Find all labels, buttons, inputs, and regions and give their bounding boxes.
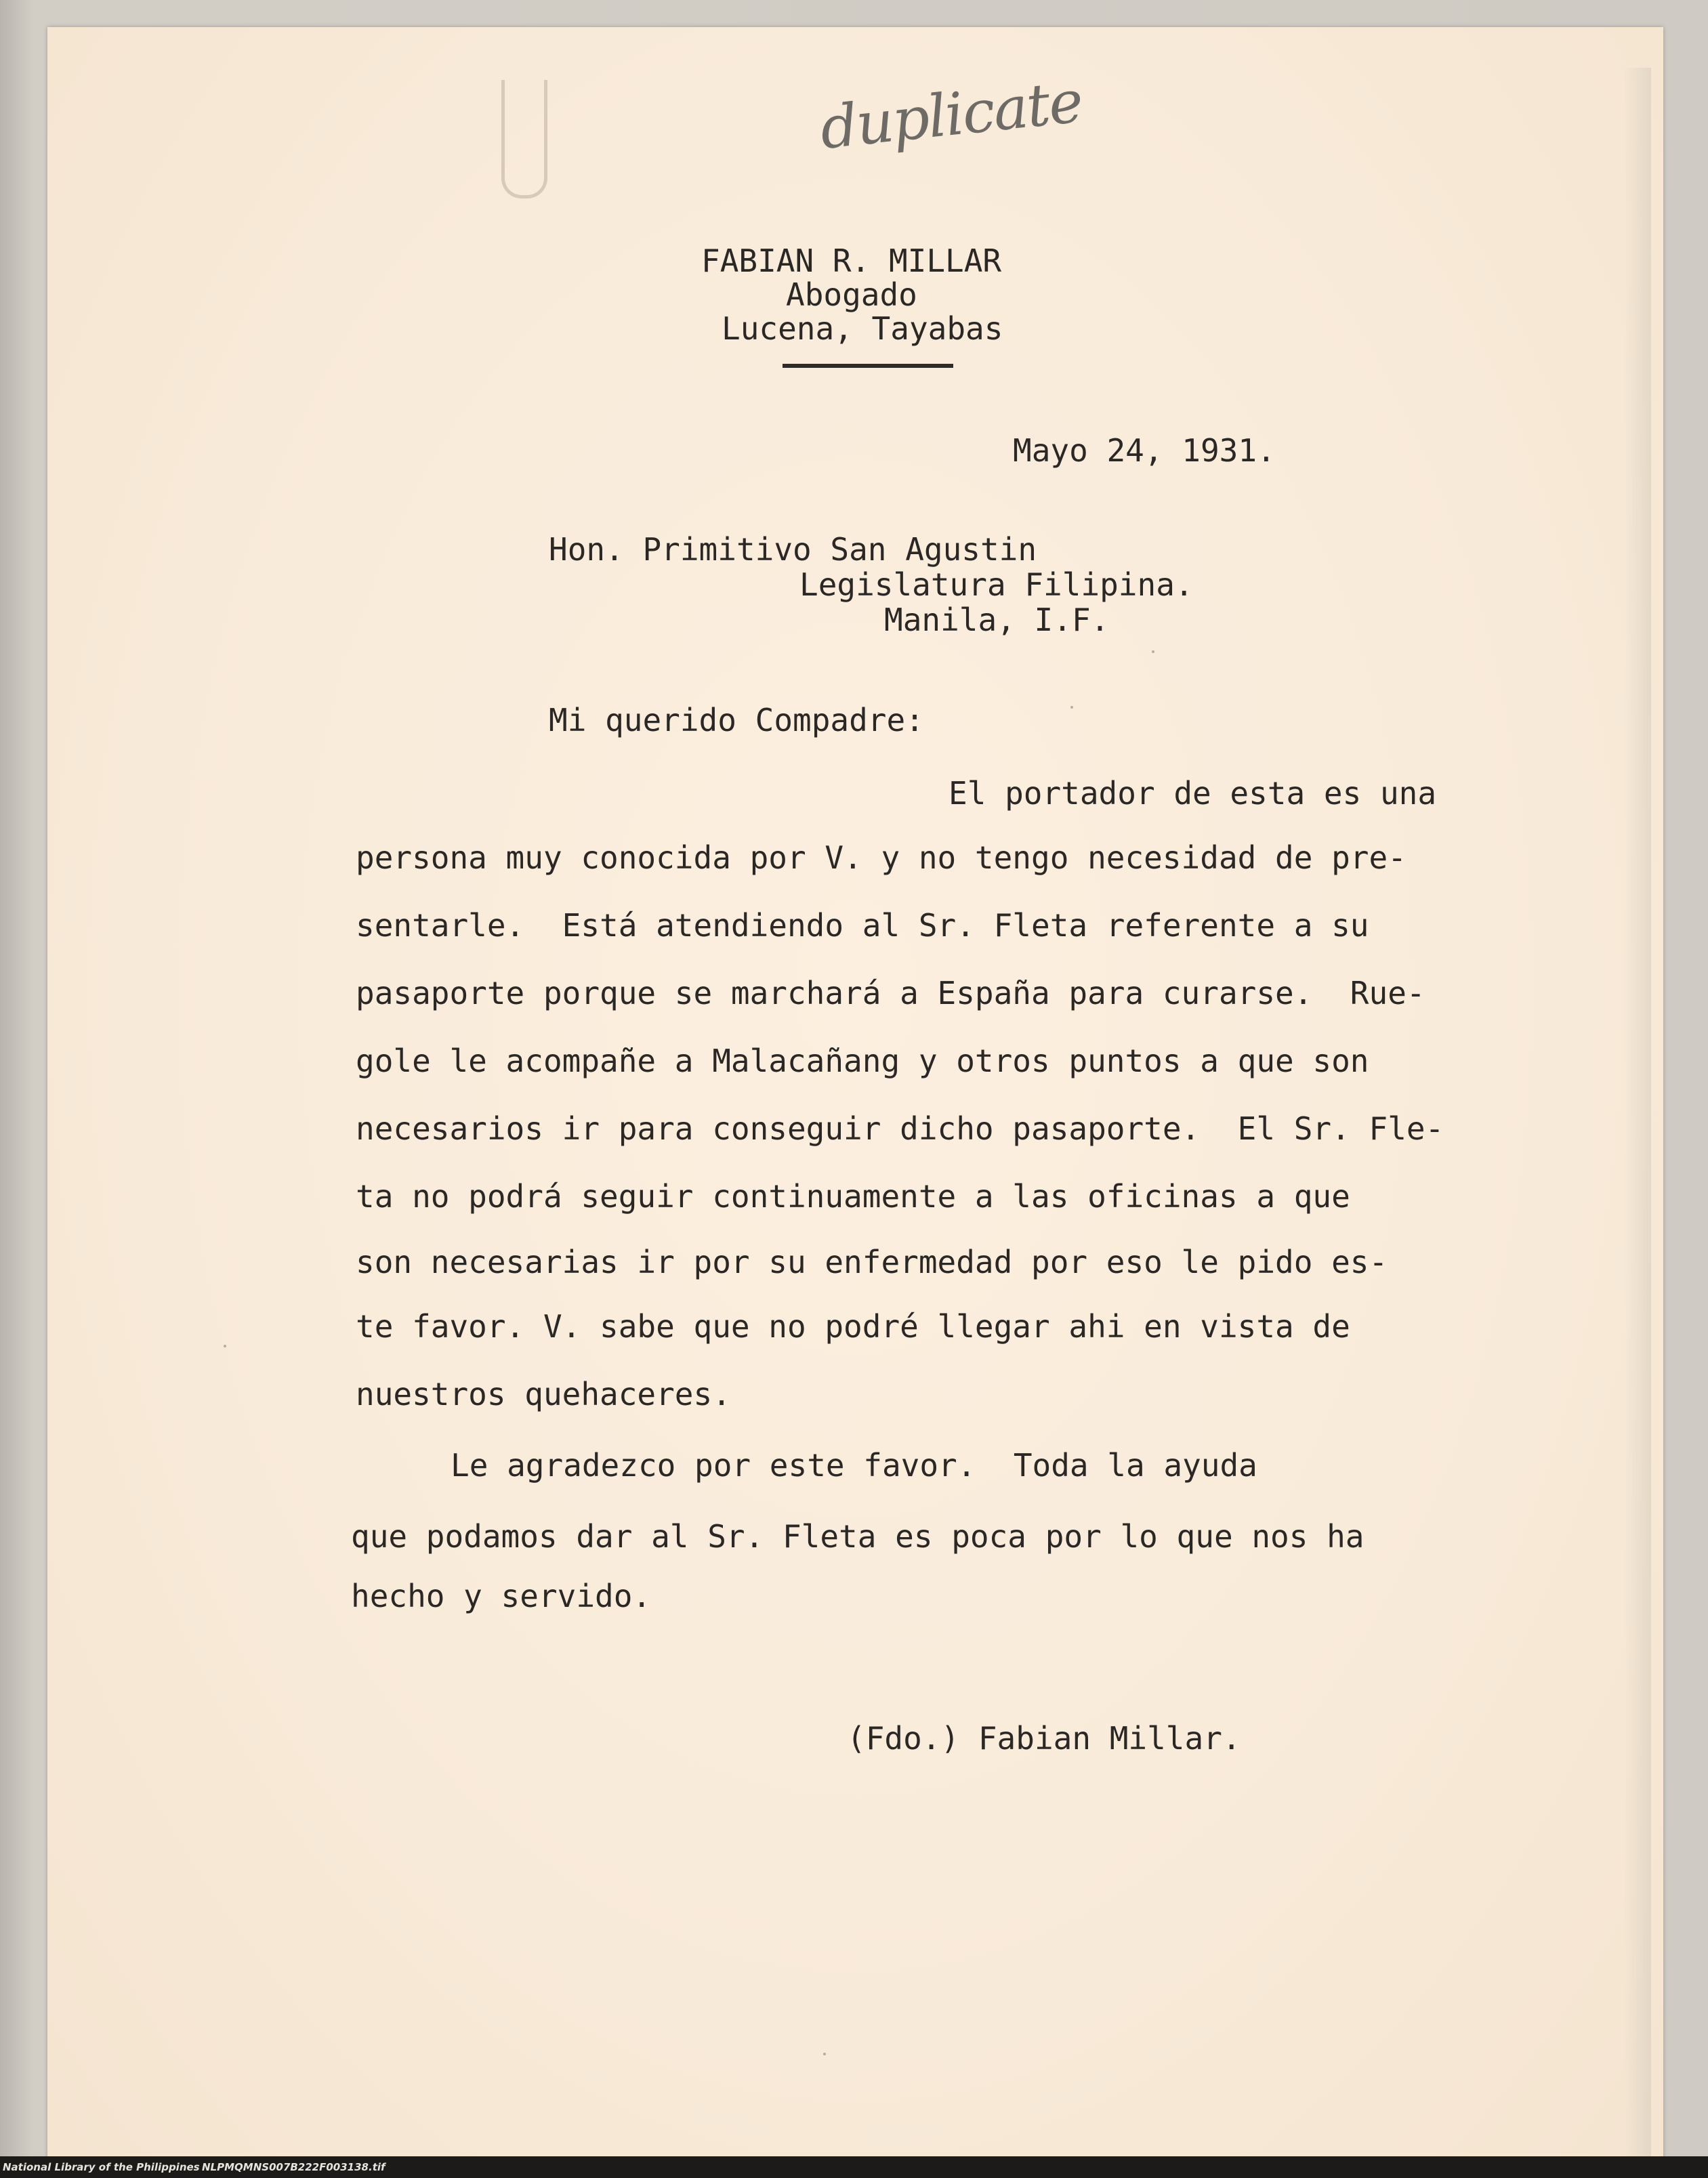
body-line: te favor. V. sabe que no podré llegar ahi en vista de	[356, 1308, 1350, 1345]
letterhead-profession: Abogado	[786, 276, 917, 313]
letter-date: Mayo 24, 1931.	[1013, 432, 1276, 469]
footer-institution: National Library of the Philippines	[3, 2161, 200, 2173]
paper-speck	[1152, 650, 1154, 653]
body-line: pasaporte porque se marchará a España para curarse. Rue-	[356, 975, 1425, 1011]
recipient-institution: Legislatura Filipina.	[799, 566, 1194, 603]
body-line: gole le acompañe a Malacañang y otros puntos a que son	[356, 1043, 1369, 1079]
body-line: El portador de esta es una	[949, 775, 1437, 812]
body-line: nuestros quehaceres.	[356, 1376, 731, 1412]
handwritten-annotation: duplicate	[816, 68, 1085, 163]
body-line: sentarle. Está atendiendo al Sr. Fleta referente a su	[356, 907, 1369, 944]
letter-page	[47, 27, 1663, 2161]
body-line: persona muy conocida por V. y no tengo necesidad de pre-	[356, 839, 1407, 876]
body-line: hecho y servido.	[351, 1578, 652, 1614]
letterhead-location: Lucena, Tayabas	[722, 310, 1003, 347]
letterhead-name: FABIAN R. MILLAR	[701, 243, 1002, 279]
paper-speck	[224, 1345, 226, 1347]
body-line: Le agradezco por este favor. Toda la ayuda	[451, 1447, 1257, 1484]
body-line: son necesarias ir por su enfermedad por eso le pido es-	[356, 1244, 1388, 1280]
body-line: que podamos dar al Sr. Fleta es poca por lo que nos ha	[351, 1518, 1365, 1555]
archive-footer	[0, 2156, 1708, 2178]
footer-filename: NLPMQMNS007B222F003138.tif	[202, 2161, 386, 2173]
recipient-name: Hon. Primitivo San Agustin	[549, 531, 1037, 568]
paper-speck	[823, 2053, 826, 2055]
salutation: Mi querido Compadre:	[549, 702, 924, 738]
body-line: ta no podrá seguir continuamente a las oficinas a que	[356, 1178, 1350, 1215]
paperclip-mark	[501, 80, 547, 198]
recipient-city: Manila, I.F.	[884, 602, 1110, 638]
letterhead-rule	[783, 364, 953, 368]
body-line: necesarios ir para conseguir dicho pasaporte. El Sr. Fle-	[356, 1110, 1444, 1147]
signature-line: (Fdo.) Fabian Millar.	[847, 1720, 1241, 1757]
paper-speck	[1070, 706, 1073, 709]
page-edge-shadow	[1624, 68, 1651, 2168]
